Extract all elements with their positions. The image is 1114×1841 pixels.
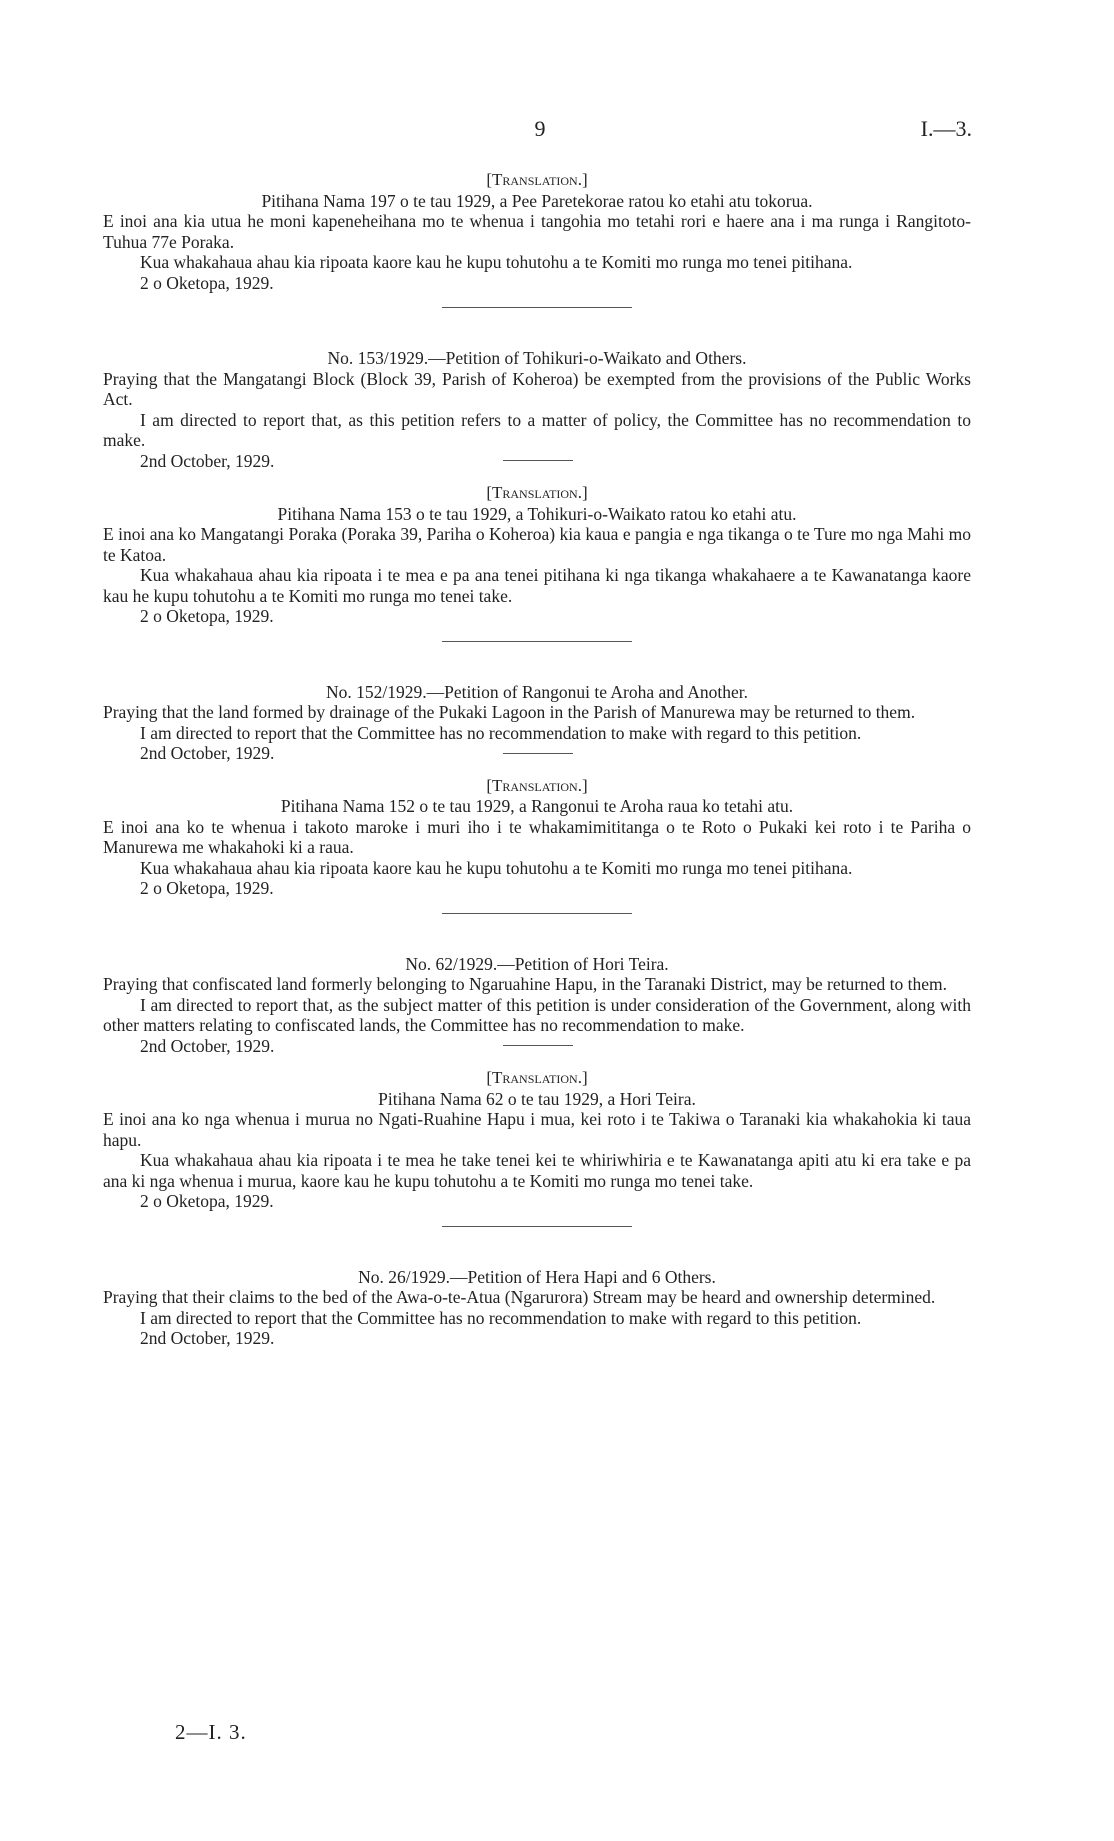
petition-title: No. 152/1929.—Petition of Rangonui te Aroha and Another.: [326, 681, 748, 702]
prayer-paragraph: E inoi ana kia utua he moni kapeneheihana mo te whenua i tangohia mo tetahi rori e haere ana i ma runga i Rangitoto-Tuhua 77e Poraka.: [103, 211, 971, 252]
petition-title: Pitihana Nama 197 o te tau 1929, a Pee Paretekorae ratou ko etahi atu tokorua.: [261, 190, 813, 211]
translation-heading: [Translation.]: [486, 170, 588, 189]
translation-date: 2 o Oketopa, 1929.: [140, 878, 274, 898]
page-number: 9: [534, 116, 546, 141]
section-197-translation: [103, 170, 971, 308]
prayer-paragraph: Praying that the land formed by drainage of the Pukaki Lagoon in the Parish of Manurewa may be returned to them.: [103, 702, 916, 722]
translation-prayer: E inoi ana ko te whenua i takoto maroke i muri iho i te whakamimititanga o te Roto o Pukaki kei roto i te Pariha o Manurewa me whakahoki ki a raua.: [103, 816, 971, 857]
translation-heading: [Translation.]: [486, 775, 588, 795]
report-paragraph: I am directed to report that the Committee has no recommendation to make with regard to this petition.: [140, 722, 862, 743]
date-line: 2nd October, 1929.: [140, 743, 275, 763]
translation-title: Pitihana Nama 152 o te tau 1929, a Rangonui te Aroha raua ko tetahi atu.: [280, 796, 794, 816]
page-content: [103, 170, 971, 1349]
translation-heading: [Translation.]: [486, 1068, 588, 1087]
translation-prayer: E inoi ana ko Mangatangi Poraka (Poraka 39, Pariha o Koheroa) kia kaua e pangia e nga tikanga o te Ture mo nga Mahi mo te Katoa.: [103, 524, 971, 565]
prayer-paragraph: Praying that their claims to the bed of the Awa-o-te-Atua (Ngarurora) Stream may be heard and ownership determined.: [103, 1287, 936, 1307]
translation-heading: [Translation.]: [486, 483, 588, 502]
signature-mark: 2—I. 3.: [175, 1720, 247, 1744]
section-26: [103, 1267, 971, 1349]
petition-title: No. 26/1929.—Petition of Hera Hapi and 6 Others.: [358, 1266, 716, 1287]
report-paragraph: I am directed to report that, as the subject matter of this petition is under consideration of the Government, along with other matters relating to confiscated lands, the Committee has no recommendation to make.: [103, 994, 971, 1035]
prayer-paragraph: Praying that confiscated land formerly belonging to Ngaruahine Hapu, in the Taranaki District, may be returned to them.: [103, 974, 948, 994]
translation-title: Pitihana Nama 62 o te tau 1929, a Hori Teira.: [378, 1088, 696, 1109]
date-line: 2 o Oketopa, 1929.: [140, 272, 274, 293]
date-line: 2nd October, 1929.: [140, 1035, 275, 1056]
translation-report: Kua whakahaua ahau kia ripoata i te mea e pa ana tenei pitihana ki nga tikanga whakahaere a te Kawanatanga kaore kau he kupu tohutohu a te Komiti mo runga mo tenei take.: [103, 565, 971, 606]
translation-report: Kua whakahaua ahau kia ripoata kaore kau he kupu tohutohu a te Komiti mo runga mo tenei pitihana.: [140, 857, 853, 878]
report-paragraph: Kua whakahaua ahau kia ripoata kaore kau he kupu tohutohu a te Komiti mo runga mo tenei pitihana.: [140, 252, 853, 272]
page-reference: I.—3.: [920, 116, 972, 141]
translation-title: Pitihana Nama 153 o te tau 1929, a Tohikuri-o-Waikato ratou ko etahi atu.: [277, 503, 797, 524]
section-62: [103, 954, 971, 1227]
translation-date: 2 o Oketopa, 1929.: [140, 606, 274, 626]
report-paragraph: I am directed to report that the Committee has no recommendation to make with regard to this petition.: [140, 1307, 862, 1328]
report-paragraph: I am directed to report that, as this petition refers to a matter of policy, the Committee has no recommendation to make.: [103, 409, 971, 450]
petition-title: No. 62/1929.—Petition of Hori Teira.: [405, 953, 669, 974]
date-line: 2nd October, 1929.: [140, 1328, 275, 1348]
translation-date: 2 o Oketopa, 1929.: [140, 1191, 274, 1211]
translation-report: Kua whakahaua ahau kia ripoata i te mea he take tenei kei te whiriwhiria e te Kawanatanga apiti atu ki era take e pa ana ki nga whenua i murua, kaore kau he kupu tohutohu a te Komiti mo runga mo tenei take.: [103, 1150, 971, 1191]
translation-prayer: E inoi ana ko nga whenua i murua no Ngati-Ruahine Hapu i mua, kei roto i te Takiwa o Taranaki kia whakahokia ki taua hapu.: [103, 1109, 971, 1150]
section-153: [103, 348, 971, 642]
prayer-paragraph: Praying that the Mangatangi Block (Block 39, Parish of Koheroa) be exempted from the provisions of the Public Works Act.: [103, 368, 971, 409]
petition-title: No. 153/1929.—Petition of Tohikuri-o-Waikato and Others.: [327, 348, 747, 368]
section-152: [103, 682, 971, 914]
date-line: 2nd October, 1929.: [140, 450, 275, 471]
